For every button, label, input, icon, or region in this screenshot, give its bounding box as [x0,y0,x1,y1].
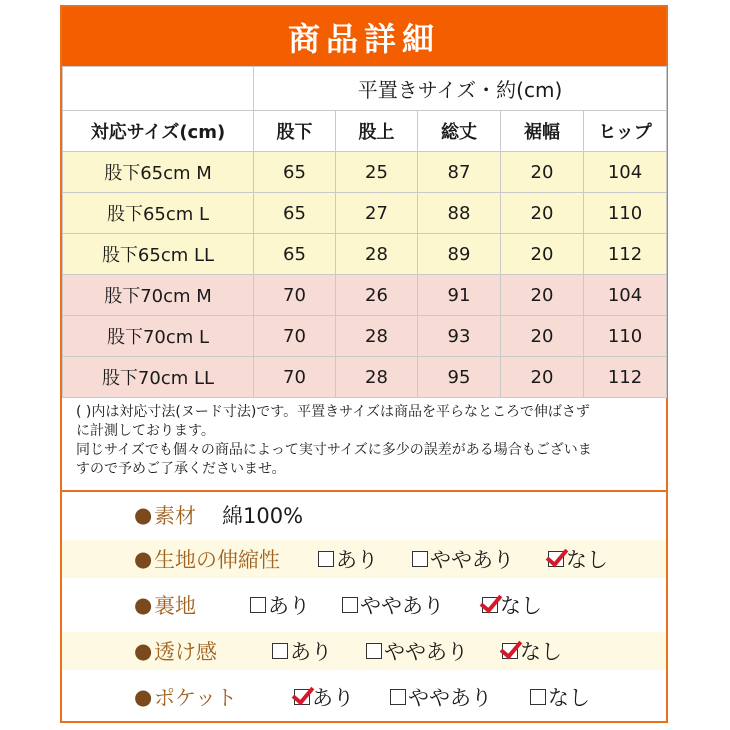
note-line: ( )内は対応寸法(ヌード寸法)です。平置きサイズは商品を平らなところで伸ばさず [76,404,590,420]
row-size: 股下70cm M [63,275,254,316]
spec-material [62,496,666,534]
table-super-header: 平置きサイズ・約(cm) [254,67,667,111]
table-row [63,152,667,193]
size-table [62,66,667,398]
option-some: ややあり [342,590,444,620]
cell: 95 [418,357,501,398]
option-some: ややあり [390,682,492,712]
bullet-icon: ● [134,503,153,527]
note-line: 同じサイズでも個々の商品によって実寸サイズに多少の誤差がある場合もございま [76,442,592,458]
checked-checkbox-icon [294,689,310,705]
row-size: 股下65cm LL [63,234,254,275]
note-line: すので予めご了承くださいませ。 [76,461,286,477]
cell: 87 [418,152,501,193]
cell: 104 [584,275,667,316]
cell: 28 [336,234,418,275]
bullet-icon: ● [134,639,153,663]
cell: 65 [254,234,336,275]
cell: 70 [254,316,336,357]
header-hem: 裾幅 [501,111,584,152]
cell: 20 [501,275,584,316]
cell: 26 [336,275,418,316]
option-yes: あり [294,682,354,712]
spec-label: 素材 [154,504,196,528]
cell: 88 [418,193,501,234]
option-some: ややあり [412,544,514,574]
table-row [63,193,667,234]
checked-checkbox-icon [548,551,564,567]
cell: 28 [336,357,418,398]
option-no: なし [502,636,562,666]
cell: 112 [584,357,667,398]
spec-label: ポケット [154,686,237,710]
table-corner [63,67,254,111]
checkbox-icon [272,643,288,659]
checkbox-icon [342,597,358,613]
spec-label: 生地の伸縮性 [154,548,280,572]
spec-lining [62,586,666,624]
bullet-icon: ● [134,593,153,617]
header-hip: ヒップ [584,111,667,152]
cell: 20 [501,316,584,357]
table-row [63,316,667,357]
row-size: 股下65cm M [63,152,254,193]
option-no: なし [482,590,542,620]
spec-sheer [62,632,666,670]
spec-pocket [62,678,666,716]
row-size: 股下70cm LL [63,357,254,398]
header-length: 総丈 [418,111,501,152]
cell: 110 [584,193,667,234]
checkbox-icon [366,643,382,659]
bullet-icon: ● [134,685,153,709]
table-row [63,234,667,275]
cell: 20 [501,152,584,193]
checkbox-icon [250,597,266,613]
cell: 65 [254,193,336,234]
cell: 27 [336,193,418,234]
measurement-note [62,398,666,492]
bullet-icon: ● [134,547,153,571]
table-row [63,357,667,398]
note-line: に計測しております。 [76,423,215,439]
spec-label: 裏地 [154,594,196,618]
cell: 25 [336,152,418,193]
option-yes: あり [272,636,332,666]
cell: 28 [336,316,418,357]
material-value: 綿100% [222,504,304,528]
cell: 104 [584,152,667,193]
row-size: 股下65cm L [63,193,254,234]
cell: 65 [254,152,336,193]
cell: 20 [501,193,584,234]
cell: 70 [254,275,336,316]
cell: 91 [418,275,501,316]
option-yes: あり [250,590,310,620]
option-no: なし [530,682,590,712]
cell: 110 [584,316,667,357]
page-title: 商品詳細 [62,7,666,66]
cell: 20 [501,357,584,398]
product-detail-panel [60,5,668,723]
cell: 20 [501,234,584,275]
checked-checkbox-icon [482,597,498,613]
spec-stretch [62,540,666,578]
row-size: 股下70cm L [63,316,254,357]
cell: 112 [584,234,667,275]
cell: 93 [418,316,501,357]
option-some: ややあり [366,636,468,666]
checkbox-icon [318,551,334,567]
checkbox-icon [390,689,406,705]
checked-checkbox-icon [502,643,518,659]
spec-label: 透け感 [154,640,217,664]
option-no: なし [548,544,608,574]
header-size: 対応サイズ(cm) [63,111,254,152]
checkbox-icon [530,689,546,705]
header-inseam: 股下 [254,111,336,152]
checkbox-icon [412,551,428,567]
table-row [63,275,667,316]
cell: 70 [254,357,336,398]
option-yes: あり [318,544,378,574]
header-rise: 股上 [336,111,418,152]
cell: 89 [418,234,501,275]
